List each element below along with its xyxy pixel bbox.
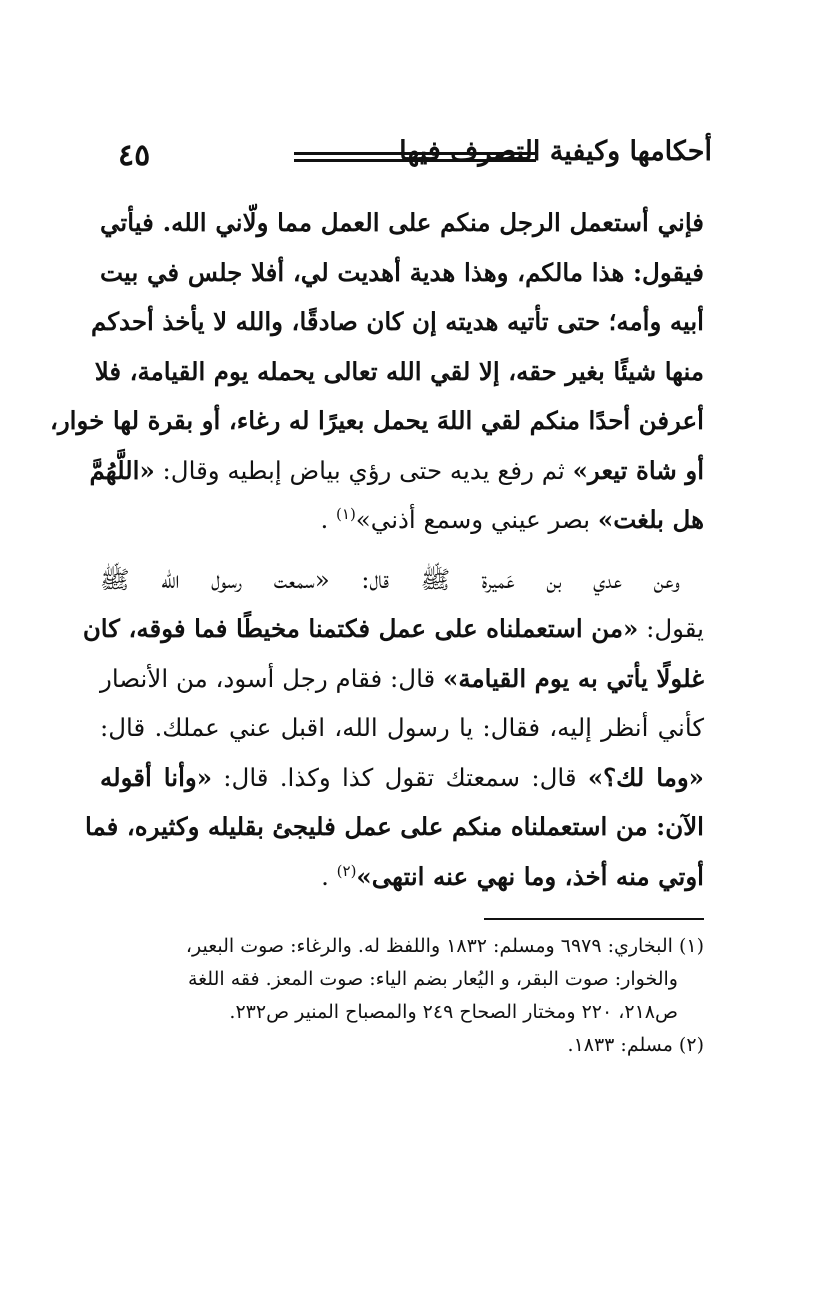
text-line: وعن عدي بن عَميرة ﷺ قال: «سمعت رسول الله ﷺ [100,564,680,594]
footnote-ref-2: (٢) [336,861,357,880]
footnote-1-cont: والخوار: صوت البقر، و اليُعار بضم الياء: صوت المعز. فقه اللغة [187,968,678,990]
text-line [89,446,704,496]
hadith-quote: «وما لك؟» [587,762,704,792]
running-title: أحكامها وكيفية التصرف فيها [399,136,712,167]
sentence-end: . [320,505,337,534]
narration-text: بصر عيني وسمع أذني» [355,505,598,534]
text-line: منها شيئًا بغير حقه، إلا لقي الله تعالى يحمله يوم القيامة، فلا [94,356,704,386]
text-line: فإني أستعمل الرجل منكم على العمل مما ولّاني الله. فيأتي [100,208,704,237]
text-line: فيقول: هذا مالكم، وهذا هدية أهديت لي، أفلا جلس في بيت [100,257,704,287]
footnote-1-cont: ص٢١٨، ٢٢٠ ومختار الصحاح ٢٤٩ والمصباح المنير ص٢٣٢. [229,1001,678,1023]
narration-text: قال: فقام رجل أسود، من الأنصار [100,663,444,693]
hadith-quote: أو شاة تيعر» [572,455,704,485]
text-line: أبيه وأمه؛ حتى تأتيه هديته إن كان صادقًا، والله لا يأخذ أحدكم [91,307,704,336]
hadith-quote: أوتي منه أخذ، وما نهي عنه انتهى» [356,861,704,891]
text-line [82,604,704,654]
text-line [100,495,704,545]
main-text [49,198,704,901]
hadith-quote: «وأنا أقوله [100,762,213,792]
hadith-quote: «من استعملناه على عمل فكتمنا مخيطًا فما فوقه، كان [82,614,639,643]
footnote-1: (١) البخاري: ٦٩٧٩ ومسلم: ١٨٣٢ واللفظ له. والرغاء: صوت البعير، [185,935,704,957]
hadith-quote: هل بلغت» [597,505,704,534]
text-line: كأني أنظر إليه، فقال: يا رسول الله، اقبل عني عملك. قال: [100,713,704,742]
text-line [100,852,704,902]
paragraph-2 [82,555,704,902]
narration-text: قال: سمعتك تقول كذا وكذا. قال: [212,762,588,792]
footnote-2: (٢) مسلم: ١٨٣٣. [567,1034,704,1056]
text-line [100,654,704,704]
text-line: أعرفن أحدًا منكم لقي اللهَ يحمل بعيرًا له رغاء، أو بقرة لها خوار، [49,406,704,435]
text-line: الآن: من استعملناه منكم على عمل فليجئ بقليله وكثيره، فما [84,812,704,841]
text-line [100,753,704,803]
page-header [118,138,712,182]
narration-text: ثم رفع يديه حتى رؤي بياض إبطيه وقال: [154,455,573,485]
page-number: ٤٥ [118,138,151,173]
hadith-quote: «اللَّهُمَّ [89,455,155,485]
footnote-ref-1: (١) [336,504,356,523]
paragraph-1 [49,198,704,545]
footnotes [118,930,704,1062]
narration-text: يقول: [638,614,704,643]
footnote-separator [484,918,704,920]
hadith-quote: غلولًا يأتي به يوم القيامة» [443,663,704,693]
sentence-end: . [321,861,337,891]
